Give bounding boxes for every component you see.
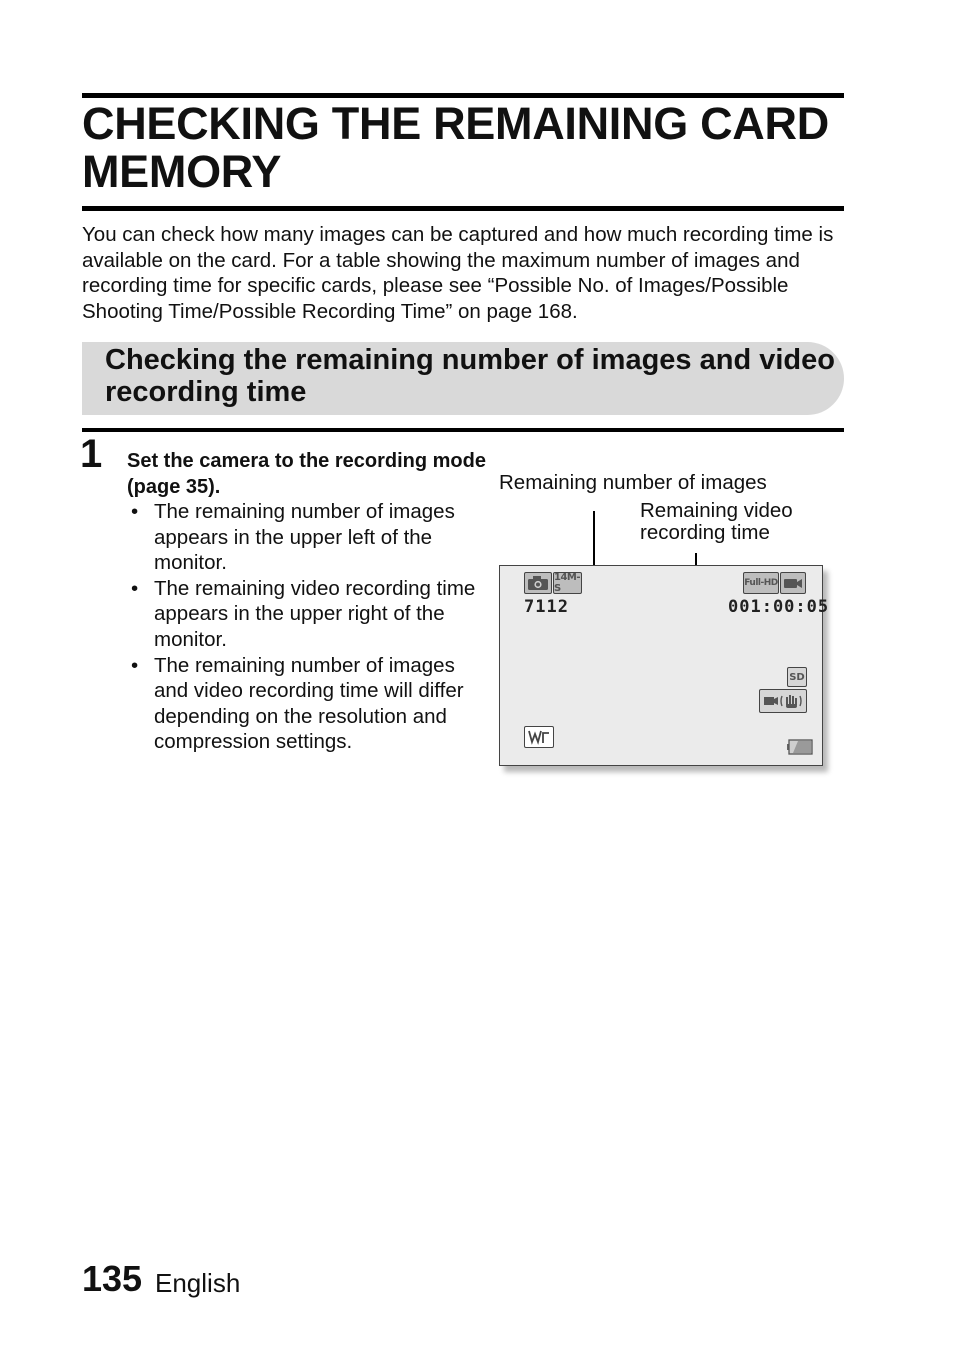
video-camera-icon <box>780 572 806 594</box>
bullet-text: The remaining video recording time appears in the upper right of the monitor. <box>154 576 476 651</box>
step-number: 1 <box>80 432 103 476</box>
list-item <box>127 576 487 653</box>
camera-icon <box>524 572 552 594</box>
page-number: 135 <box>82 1258 143 1299</box>
step-heading: Set the camera to the recording mode (page 35). <box>127 450 486 498</box>
sd-card-icon: SD <box>787 667 807 687</box>
camera-icon-glyph <box>527 575 549 591</box>
image-stabilizer-icon-glyph <box>762 692 804 710</box>
page-title: CHECKING THE REMAINING CARD MEMORY <box>82 98 829 197</box>
step-bullet-list <box>127 499 487 755</box>
intro-paragraph: You can check how many images can be captured and how much recording time is available on the card. For a table showing the maximum number of images and recording time for specific cards, please see “Possible No. of Images/Possible Shooting Time/Possible Recording Time” on page 168. <box>82 223 834 323</box>
bullet-text: The remaining number of images and video recording time will differ depending on the resolution and compression settings. <box>154 653 464 754</box>
step-rule <box>82 428 844 432</box>
title-rule-bottom <box>82 206 844 211</box>
image-stabilizer-icon <box>759 689 807 713</box>
label-remaining-video-time: Remaining video recording time <box>640 499 793 544</box>
video-camera-icon-glyph <box>783 576 803 590</box>
battery-icon-glyph <box>787 739 813 755</box>
remaining-images-count: 7112 <box>524 597 569 617</box>
resolution-icon: 14M-S <box>554 572 581 594</box>
camera-monitor <box>499 565 830 766</box>
footer-language: English <box>155 1268 241 1298</box>
video-mode-icon: Full-HD <box>743 572 779 594</box>
section-title: Checking the remaining number of images and video recording time <box>105 344 835 408</box>
list-item <box>127 499 487 576</box>
bullet-text: The remaining number of images appears in the upper left of the monitor. <box>154 500 455 575</box>
battery-icon <box>787 739 813 755</box>
bullet-glyph: • <box>131 653 139 677</box>
bullet-glyph: • <box>131 500 139 523</box>
list-item <box>127 653 487 755</box>
white-balance-icon-glyph <box>527 728 551 746</box>
white-balance-icon <box>524 726 554 748</box>
remaining-video-time: 001:00:05 <box>728 597 830 617</box>
label-remaining-images: Remaining number of images <box>499 471 767 494</box>
bullet-glyph: • <box>131 576 139 600</box>
